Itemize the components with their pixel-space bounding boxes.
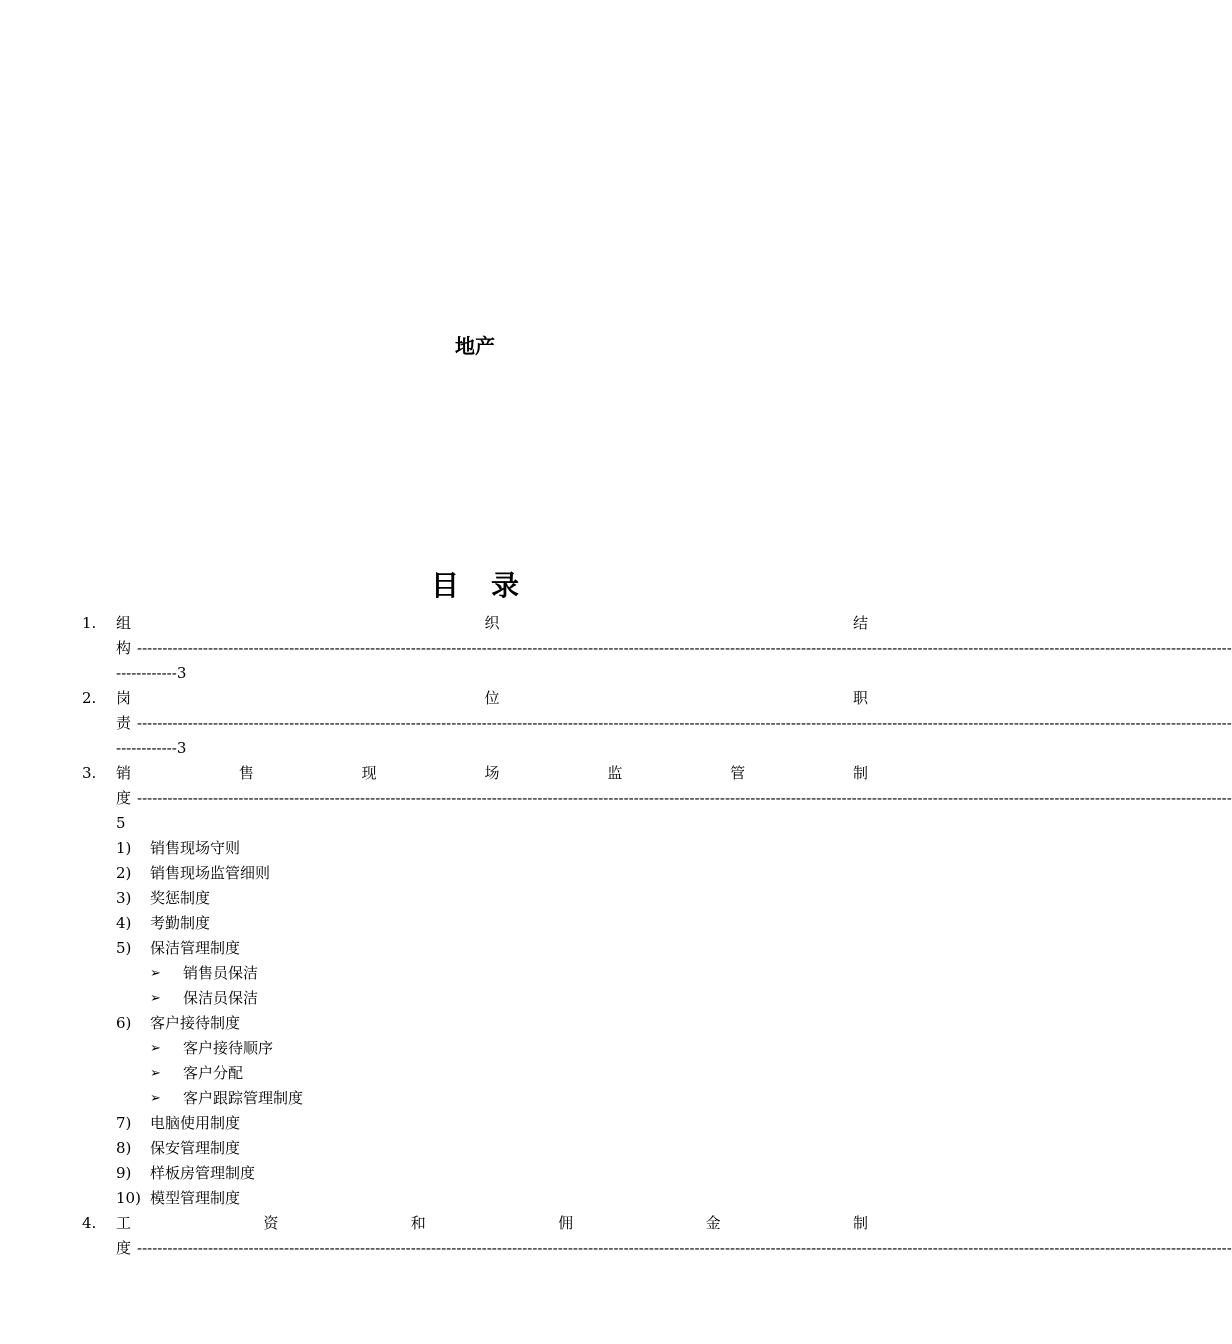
title-char: 和 bbox=[410, 1214, 426, 1232]
title-char: 组 bbox=[116, 614, 132, 632]
toc-section-1[interactable] bbox=[0, 611, 950, 636]
title-char: 织 bbox=[484, 614, 500, 632]
subitem-number: 9) bbox=[116, 1164, 132, 1182]
arrow-bullet-icon: ➢ bbox=[150, 1091, 161, 1106]
subitem-label: 模型管理制度 bbox=[150, 1189, 241, 1207]
toc-subitem[interactable] bbox=[0, 836, 950, 861]
toc-section-title bbox=[116, 686, 868, 711]
bullet-label: 客户分配 bbox=[183, 1064, 244, 1082]
bullet-label: 保洁员保洁 bbox=[183, 989, 259, 1007]
toc-bullet-item[interactable] bbox=[0, 1061, 950, 1086]
subitem-number: 7) bbox=[116, 1114, 132, 1132]
toc-subitem[interactable] bbox=[0, 911, 950, 936]
title-char: 岗 bbox=[116, 689, 132, 707]
subitem-label: 奖惩制度 bbox=[150, 889, 211, 907]
title-char: 资 bbox=[263, 1214, 279, 1232]
toc-section-1-leader-line bbox=[0, 636, 1232, 661]
subitem-number: 1) bbox=[116, 839, 132, 857]
title-char: 制 bbox=[852, 764, 868, 782]
toc-section-2-leader-line bbox=[0, 711, 1232, 736]
title-last-char: 责 bbox=[116, 714, 132, 732]
title-char: 制 bbox=[852, 1214, 868, 1232]
title-char: 售 bbox=[238, 764, 254, 782]
page-number: ------------3 bbox=[116, 739, 187, 757]
toc-section-number: 4. bbox=[82, 1214, 97, 1232]
bullet-label: 客户跟踪管理制度 bbox=[183, 1089, 304, 1107]
title-char: 佣 bbox=[558, 1214, 574, 1232]
toc-subitem[interactable] bbox=[0, 1011, 950, 1036]
page-number: 5 bbox=[116, 814, 126, 832]
toc-section-3-leader-line bbox=[0, 786, 1232, 811]
toc-section-3-page bbox=[0, 811, 950, 836]
title-char: 销 bbox=[116, 764, 132, 782]
bullet-label: 销售员保洁 bbox=[183, 964, 259, 982]
title-char: 场 bbox=[484, 764, 500, 782]
page-number: ------------3 bbox=[116, 664, 187, 682]
toc-section-4[interactable] bbox=[0, 1211, 950, 1236]
toc-section-2-page bbox=[0, 736, 950, 761]
title-last-char: 构 bbox=[116, 639, 132, 657]
subitem-number: 5) bbox=[116, 939, 132, 957]
title-char: 现 bbox=[361, 764, 377, 782]
arrow-bullet-icon: ➢ bbox=[150, 991, 161, 1006]
toc-section-1-page bbox=[0, 661, 950, 686]
subitem-label: 保洁管理制度 bbox=[150, 939, 241, 957]
subitem-number: 10) bbox=[116, 1189, 141, 1207]
toc-subitem[interactable] bbox=[0, 1161, 950, 1186]
title-char: 工 bbox=[116, 1214, 132, 1232]
toc-section-number: 1. bbox=[82, 614, 97, 632]
toc-heading: 目录 bbox=[430, 569, 551, 602]
cover-title: 地产 bbox=[455, 334, 495, 358]
title-last-char: 度 bbox=[116, 789, 132, 807]
toc-section-number: 2. bbox=[82, 689, 97, 707]
toc-section-title bbox=[116, 611, 868, 636]
leader-dashes: ------------------------------------------------------------------------------------------------------------------------------------------------------------------------------------------------------------------------ bbox=[137, 714, 1232, 732]
toc-section-3[interactable] bbox=[0, 761, 950, 786]
leader-dashes: ------------------------------------------------------------------------------------------------------------------------------------------------------------------------------------------------------------------------ bbox=[137, 789, 1232, 807]
title-char: 金 bbox=[705, 1214, 721, 1232]
bullet-label: 客户接待顺序 bbox=[183, 1039, 274, 1057]
subitem-number: 8) bbox=[116, 1139, 132, 1157]
toc-section-number: 3. bbox=[82, 764, 97, 782]
subitem-label: 销售现场监管细则 bbox=[150, 864, 271, 882]
subitem-label: 保安管理制度 bbox=[150, 1139, 241, 1157]
toc-bullet-item[interactable] bbox=[0, 961, 950, 986]
toc-section-title bbox=[116, 1211, 868, 1236]
toc-subitem[interactable] bbox=[0, 886, 950, 911]
leader-dashes: ------------------------------------------------------------------------------------------------------------------------------------------------------------------------------------------------------------------------ bbox=[137, 1239, 1232, 1257]
arrow-bullet-icon: ➢ bbox=[150, 1041, 161, 1056]
subitem-label: 样板房管理制度 bbox=[150, 1164, 256, 1182]
subitem-label: 电脑使用制度 bbox=[150, 1114, 241, 1132]
toc-section-2[interactable] bbox=[0, 686, 950, 711]
leader-dashes: ------------------------------------------------------------------------------------------------------------------------------------------------------------------------------------------------------------------------ bbox=[137, 639, 1232, 657]
subitem-number: 3) bbox=[116, 889, 132, 907]
toc-subitem[interactable] bbox=[0, 1111, 950, 1136]
title-char: 位 bbox=[484, 689, 500, 707]
title-last-char: 度 bbox=[116, 1239, 132, 1257]
toc-section-title bbox=[116, 761, 868, 786]
arrow-bullet-icon: ➢ bbox=[150, 1066, 161, 1081]
arrow-bullet-icon: ➢ bbox=[150, 966, 161, 981]
subitem-label: 客户接待制度 bbox=[150, 1014, 241, 1032]
toc-subitem[interactable] bbox=[0, 861, 950, 886]
toc-subitem[interactable] bbox=[0, 1186, 950, 1211]
toc-subitem[interactable] bbox=[0, 1136, 950, 1161]
title-char: 职 bbox=[852, 689, 868, 707]
title-char: 管 bbox=[730, 764, 746, 782]
toc-section-4-leader-line bbox=[0, 1236, 1232, 1261]
toc-bullet-item[interactable] bbox=[0, 1086, 950, 1111]
subitem-number: 6) bbox=[116, 1014, 132, 1032]
subitem-label: 考勤制度 bbox=[150, 914, 211, 932]
subitem-number: 4) bbox=[116, 914, 132, 932]
toc-bullet-item[interactable] bbox=[0, 1036, 950, 1061]
title-char: 结 bbox=[852, 614, 868, 632]
subitem-label: 销售现场守则 bbox=[150, 839, 241, 857]
toc-bullet-item[interactable] bbox=[0, 986, 950, 1011]
toc-subitem[interactable] bbox=[0, 936, 950, 961]
subitem-number: 2) bbox=[116, 864, 132, 882]
title-char: 监 bbox=[607, 764, 623, 782]
